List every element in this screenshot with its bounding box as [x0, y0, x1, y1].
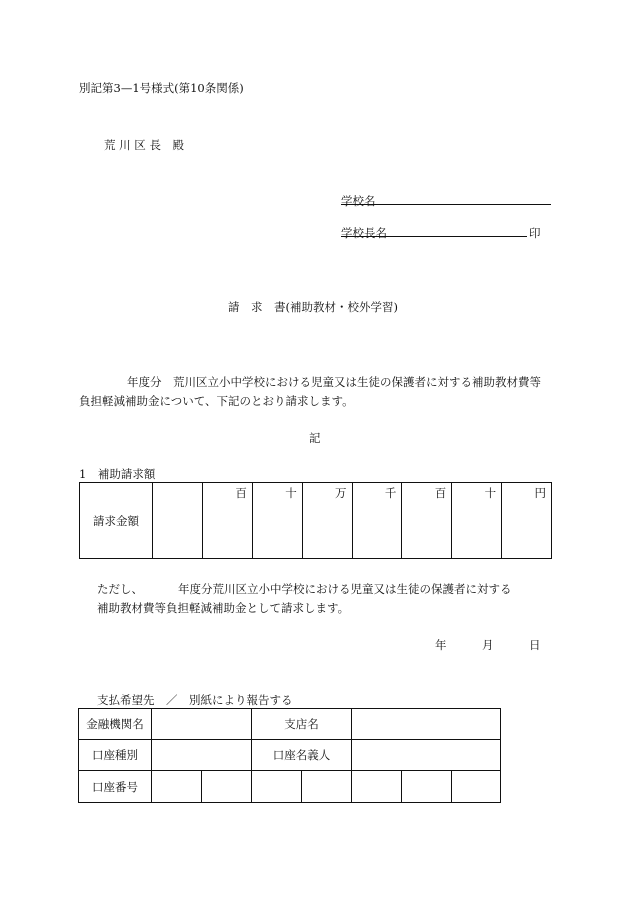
amount-cell-ten[interactable]: 十	[452, 483, 502, 559]
document-title: 請 求 書(補助教材・校外学習)	[228, 300, 398, 314]
account-digit-3[interactable]	[252, 771, 302, 803]
account-number-label: 口座番号	[79, 771, 152, 803]
amount-table	[79, 482, 552, 559]
amount-cell-blank[interactable]	[153, 483, 203, 559]
principal-name-label: 学校長名	[341, 226, 387, 240]
proviso-line-1: 年度分荒川区立小中学校における児童又は生徒の保護者に対する	[178, 582, 512, 596]
account-digit-1[interactable]	[152, 771, 202, 803]
amount-cell-ten-man[interactable]: 十	[252, 483, 302, 559]
section-1-heading: 1 補助請求額	[79, 467, 156, 481]
proviso-start: ただし、	[97, 582, 143, 596]
proviso-line-2: 補助教材費等負担軽減補助金として請求します。	[97, 601, 350, 615]
date-day: 日	[529, 638, 541, 652]
account-holder-label: 口座名義人	[252, 740, 352, 771]
payment-header: 支払希望先 ／ 別紙により報告する	[97, 693, 293, 707]
school-name-line[interactable]	[341, 204, 551, 205]
account-digit-2[interactable]	[202, 771, 252, 803]
addressee: 荒 川 区 長 殿	[104, 138, 184, 152]
seal-mark: 印	[529, 226, 541, 240]
amount-cell-hundred[interactable]: 百	[402, 483, 452, 559]
body-line-1: 年度分 荒川区立小中学校における児童又は生徒の保護者に対する補助教材費等	[127, 375, 541, 389]
ki-heading: 記	[309, 431, 321, 445]
account-digit-6[interactable]	[402, 771, 452, 803]
school-name-label: 学校名	[341, 194, 376, 208]
branch-field[interactable]	[352, 709, 501, 740]
account-type-field[interactable]	[152, 740, 252, 771]
principal-name-line[interactable]	[341, 236, 527, 237]
account-type-label: 口座種別	[79, 740, 152, 771]
bank-table	[78, 708, 501, 803]
amount-cell-thousand[interactable]: 千	[352, 483, 402, 559]
form-id: 別記第3—1号様式(第10条関係)	[79, 81, 244, 95]
account-holder-field[interactable]	[352, 740, 501, 771]
bank-name-label: 金融機関名	[79, 709, 152, 740]
amount-cell-hundred-man[interactable]: 百	[203, 483, 253, 559]
account-digit-5[interactable]	[352, 771, 402, 803]
bank-name-field[interactable]	[152, 709, 252, 740]
date-year: 年	[435, 638, 447, 652]
branch-label: 支店名	[252, 709, 352, 740]
amount-row-label: 請求金額	[80, 483, 153, 559]
amount-cell-yen[interactable]: 円	[502, 483, 552, 559]
account-digit-4[interactable]	[302, 771, 352, 803]
body-line-2: 負担軽減補助金について、下記のとおり請求します。	[79, 394, 354, 408]
amount-cell-man[interactable]: 万	[302, 483, 352, 559]
date-month: 月	[482, 638, 494, 652]
account-digit-7[interactable]	[452, 771, 501, 803]
